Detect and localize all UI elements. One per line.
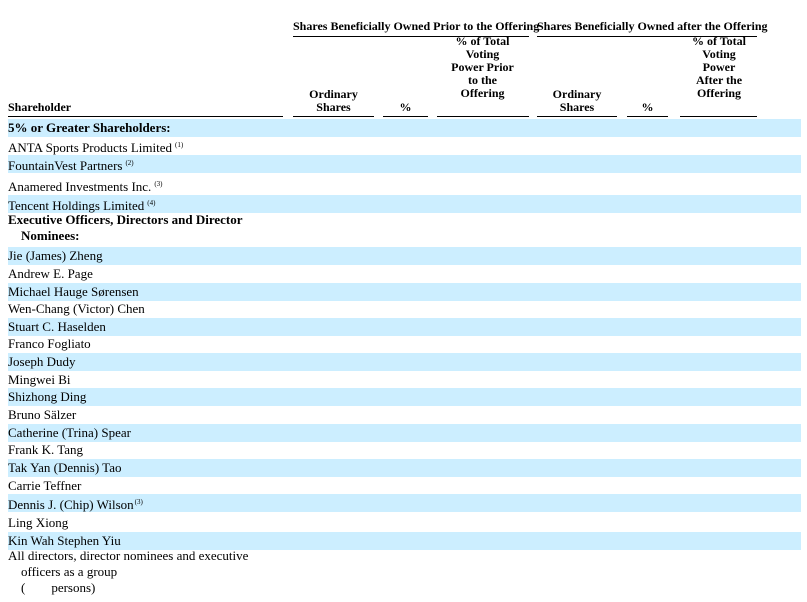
column-header-voting-after: % of Total Voting Power After the Offering [691,34,746,100]
footnote-ref: (2) [125,159,134,167]
shareholder-name: Carrie Teffner [8,478,82,493]
table-row [8,459,801,477]
shareholder-name: Kin Wah Stephen Yiu [8,533,121,548]
shareholder-name: Jie (James) Zheng [8,248,103,263]
shareholder-name: FountainVest Partners $^{(2)}$ [8,158,134,173]
table-row [8,424,801,442]
column-header-pct-after: % [641,100,654,114]
column-rule-voting-prior [437,116,529,117]
column-header-voting-prior: % of Total Voting Power Prior to the Offering [451,34,514,100]
footnote-ref: (3) [134,498,143,506]
shareholder-name: Shizhong Ding [8,389,87,404]
shareholder-name: ANTA Sports Products Limited $^{(1)}$ [8,140,184,155]
table-row [8,406,801,424]
table-row [8,265,801,283]
table-row [8,300,801,318]
column-rule-voting-after [680,116,757,117]
table-row [8,335,801,353]
shareholder-name: Dennis J. (Chip) Wilson$^{(3)}$ [8,497,143,512]
table-row [8,477,801,495]
group-header-prior: Shares Beneficially Owned Prior to the Offering [293,19,529,37]
table-row [8,176,801,194]
shareholder-name: Tencent Holdings Limited $^{(4)}$ [8,198,156,213]
footnote-ref: (4) [147,199,156,207]
all-directors-row: All directors, director nominees and executive officers as a group ( persons) [8,548,249,595]
shareholder-name: Bruno Sälzer [8,407,77,422]
table-row [8,514,801,532]
column-rule-pct-prior [383,116,428,117]
footnote-ref: (1) [175,141,184,149]
table-row [8,353,801,371]
column-header-ordinary-shares-after: Ordinary Shares [552,87,602,114]
shareholder-name: Frank K. Tang [8,442,84,457]
column-rule-ordinary-prior [293,116,374,117]
shareholder-name: Mingwei Bi [8,372,71,387]
table-row [8,247,801,265]
shareholder-name: Michael Hauge Sørensen [8,284,139,299]
table-row [8,318,801,336]
table-row [8,441,801,459]
group-header-after: Shares Beneficially Owned after the Offering [537,19,757,37]
table-row-section-5pct [8,119,801,137]
section-heading-executives: Executive Officers, Directors and Director Nominees: [8,212,243,243]
column-header-pct-prior: % [399,100,412,114]
table-row [8,371,801,389]
shareholder-name: Andrew E. Page [8,266,93,281]
shareholder-name: Catherine (Trina) Spear [8,425,131,440]
section-heading-5pct: 5% or Greater Shareholders: [8,120,171,135]
table-row [8,137,801,155]
shareholder-name: Franco Fogliato [8,336,91,351]
table-row [8,494,801,512]
table-row [8,388,801,406]
shareholder-name: Ling Xiong [8,515,69,530]
footnote-ref: (3) [154,180,163,188]
shareholder-name: Joseph Dudy [8,354,76,369]
column-header-shareholder: Shareholder [8,100,72,114]
table-row [8,532,801,550]
shareholder-name: Anamered Investments Inc. $^{(3)}$ [8,179,163,194]
column-rule-pct-after [627,116,668,117]
column-rule-shareholder [8,116,283,117]
table-row [8,195,801,213]
column-rule-ordinary-after [537,116,617,117]
column-header-ordinary-shares-prior: Ordinary Shares [309,87,358,114]
shareholder-name: Stuart C. Haselden [8,319,106,334]
table-row [8,283,801,301]
shareholder-name: Wen-Chang (Victor) Chen [8,301,145,316]
shareholder-name: Tak Yan (Dennis) Tao [8,460,122,475]
table-row [8,155,801,173]
